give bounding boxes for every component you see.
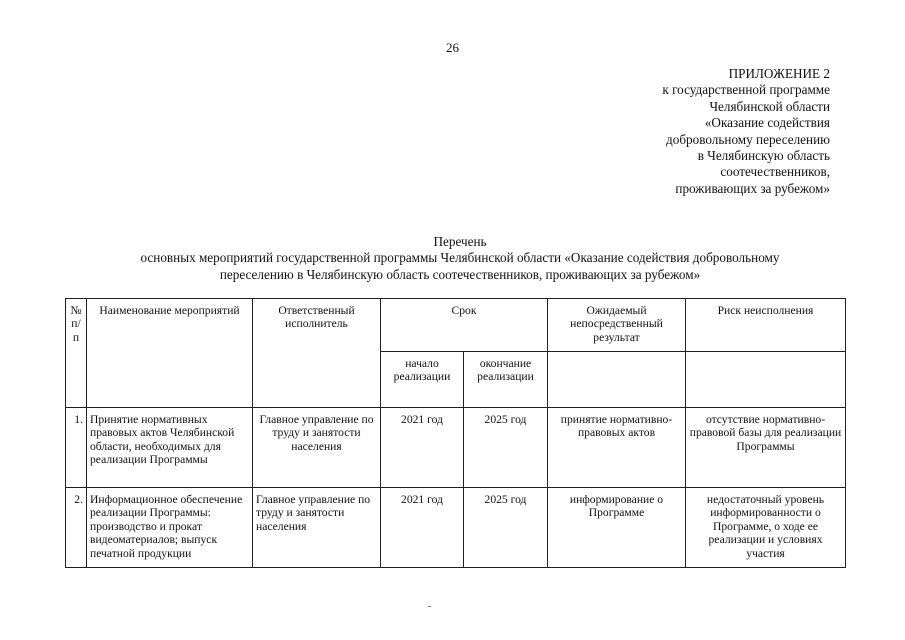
appendix-line: Челябинской области xyxy=(709,98,830,114)
header-num: № п/п xyxy=(66,299,87,408)
table-row xyxy=(66,408,846,488)
title-line: Перечень xyxy=(433,234,487,249)
row-name: Информационное обеспечение реализации Программы: производство и прокат видеоматериалов; выпуск печатной продукции xyxy=(87,488,253,568)
row-risk: недостаточный уровень информированности о Программе, о ходе ее реализации и условиях участия xyxy=(686,488,846,568)
row-executor: Главное управление по труду и занятости населения xyxy=(253,408,381,488)
header-result: Ожидаемый непосредственный результат xyxy=(548,299,686,352)
title-line: основных мероприятий государственной программы Челябинской области «Оказание содействия добровольному xyxy=(140,250,780,266)
row-name: Принятие нормативных правовых актов Челябинской области, необходимых для реализации Программы xyxy=(87,408,253,488)
appendix-line: проживающих за рубежом» xyxy=(675,180,830,196)
appendix-line: добровольному переселению xyxy=(666,131,830,147)
row-num: 2. xyxy=(66,488,87,568)
measures-table xyxy=(65,298,846,568)
page-number: 26 xyxy=(446,40,459,55)
appendix-heading: ПРИЛОЖЕНИЕ 2 xyxy=(728,66,830,81)
appendix-line: в Челябинскую область xyxy=(697,148,830,164)
header-result-empty xyxy=(548,352,686,408)
row-executor: Главное управление по труду и занятости населения xyxy=(253,488,381,568)
row-num: 1. xyxy=(66,408,87,488)
header-executor: Ответственный исполнитель xyxy=(253,299,381,408)
row-result: информирование о Программе xyxy=(548,488,686,568)
table-header-row xyxy=(66,299,846,352)
header-risk-empty xyxy=(686,352,846,408)
appendix-line: «Оказание содействия xyxy=(704,115,830,131)
header-name: Наименование мероприятий xyxy=(87,299,253,408)
header-risk: Риск неисполнения xyxy=(686,299,846,352)
document-title xyxy=(90,234,830,283)
row-result: принятие нормативно-правовых актов xyxy=(548,408,686,488)
header-term-start: начало реализации xyxy=(381,352,464,408)
scan-artifact xyxy=(428,606,431,607)
header-term: Срок xyxy=(381,299,548,352)
row-end: 2025 год xyxy=(464,488,548,568)
title-line: переселению в Челябинскую область соотечественников, проживающих за рубежом» xyxy=(219,266,701,282)
row-end: 2025 год xyxy=(464,408,548,488)
appendix-line: к государственной программе xyxy=(662,82,830,98)
row-risk: отсутствие нормативно-правовой базы для реализации Программы xyxy=(686,408,846,488)
table-row xyxy=(66,488,846,568)
appendix-block xyxy=(600,66,830,197)
row-start: 2021 год xyxy=(381,488,464,568)
row-start: 2021 год xyxy=(381,408,464,488)
appendix-line: соотечественников, xyxy=(720,164,830,180)
header-term-end: окончание реализации xyxy=(464,352,548,408)
